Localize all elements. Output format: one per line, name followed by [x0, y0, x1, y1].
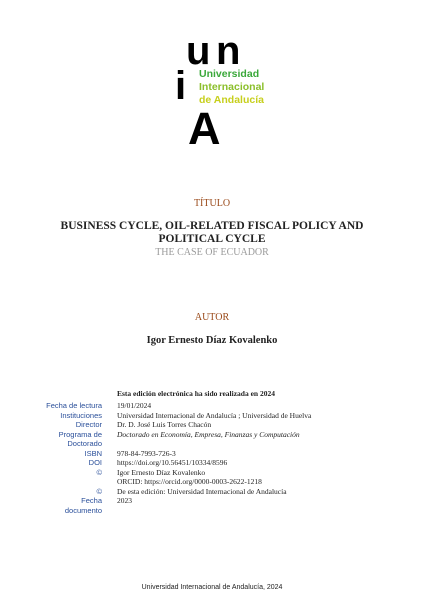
meta-row	[0, 430, 424, 440]
logo-letter-n: n	[216, 29, 241, 73]
meta-label: Director	[75, 420, 102, 429]
meta-row	[0, 449, 424, 459]
metadata-table	[0, 401, 424, 515]
meta-row	[0, 468, 424, 478]
footer: Universidad Internacional de Andalucía, 2024	[141, 584, 283, 591]
meta-value-document-date: 2023	[117, 496, 132, 505]
meta-label: Programa de	[58, 429, 102, 439]
meta-row	[0, 401, 424, 411]
autor-label: AUTOR	[194, 312, 230, 323]
unia-logo	[175, 29, 276, 156]
titulo-label: TÍTULO	[193, 198, 231, 209]
meta-value-institutions: Universidad Internacional de Andalucía ; Universidad de Huelva	[117, 410, 312, 420]
meta-label: Instituciones	[60, 410, 102, 420]
meta-row	[0, 439, 424, 449]
document-title: BUSINESS CYCLE, OIL-RELATED FISCAL POLICY AND POLITICAL CYCLE	[60, 220, 364, 245]
meta-row	[0, 506, 424, 516]
meta-value-date: 19/01/2024	[117, 401, 152, 410]
meta-label: documento	[64, 505, 102, 515]
logo-letter-i: i	[175, 64, 187, 108]
meta-value-copyright-edition: De esta edición: Universidad Internacional de Andalucía	[117, 486, 287, 496]
meta-row	[0, 411, 424, 421]
meta-label: Fecha	[81, 496, 102, 505]
meta-label: Fecha de lectura	[46, 401, 102, 410]
meta-value-doi: https://doi.org/10.56451/10334/8596	[117, 458, 228, 467]
meta-label: ©	[96, 467, 102, 477]
meta-value-director: Dr. D. José Luis Torres Chacón	[117, 420, 212, 429]
logo-text-internacional: Internacional	[199, 81, 265, 93]
edition-note: Esta edición electrónica ha sido realizada en 2024	[117, 389, 275, 398]
meta-value-program: Doctorado en Economía, Empresa, Finanzas y Computación	[117, 429, 300, 439]
meta-row	[0, 420, 424, 430]
document-subtitle: THE CASE OF ECUADOR	[155, 247, 269, 258]
logo-text-universidad: Universidad	[199, 68, 260, 80]
logo-letter-u: u	[186, 29, 211, 73]
meta-value-orcid: ORCID: https://orcid.org/0000-0003-2622-1218	[117, 477, 262, 486]
author-name: Igor Ernesto Díaz Kovalenko	[146, 335, 278, 346]
meta-row	[0, 477, 424, 487]
meta-label: Doctorado	[67, 439, 102, 448]
meta-row	[0, 458, 424, 468]
meta-row	[0, 496, 424, 506]
meta-label: ISBN	[84, 448, 102, 458]
meta-label: DOI	[88, 458, 102, 467]
meta-value-isbn: 978-84-7993-726-3	[117, 448, 176, 458]
meta-value-copyright-author: Igor Ernesto Díaz Kovalenko	[117, 467, 206, 477]
logo-text-de-andalucia: de Andalucía	[199, 94, 264, 106]
meta-row	[0, 487, 424, 497]
meta-label: ©	[96, 486, 102, 496]
logo-letter-a: A	[188, 103, 221, 154]
